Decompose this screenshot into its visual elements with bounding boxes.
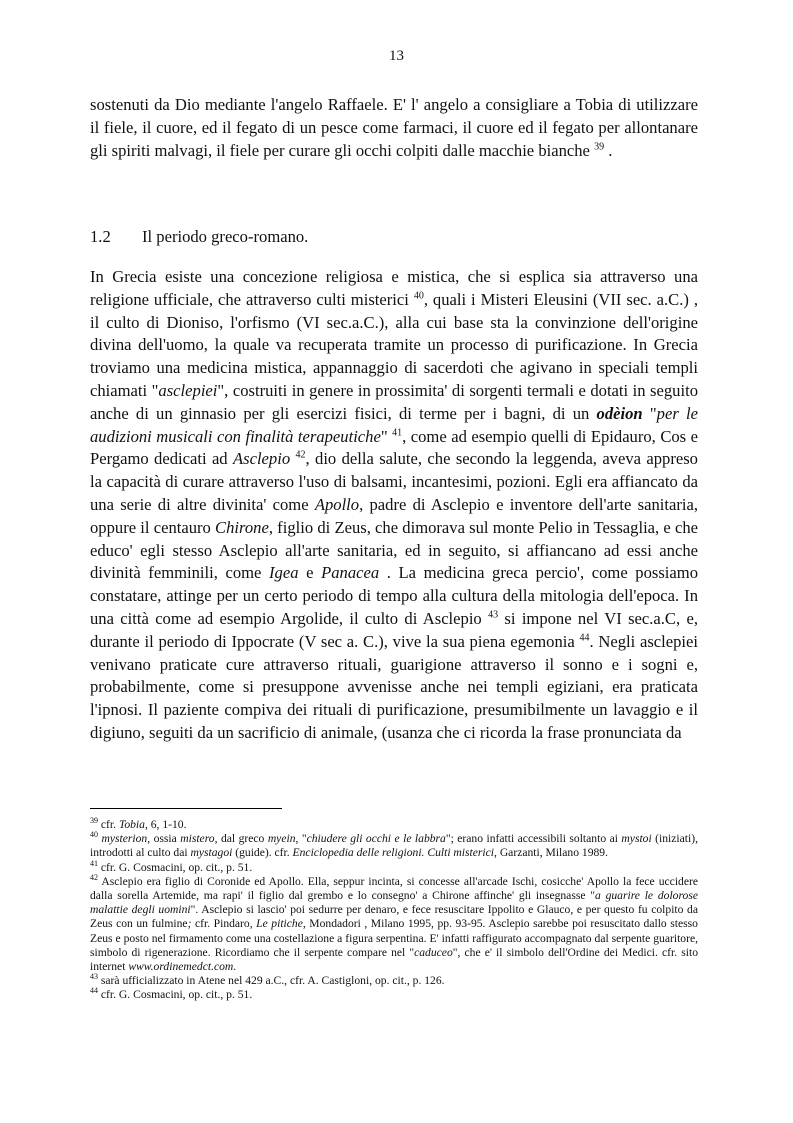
footnote-40: $^{40}$ mysterion, ossia mistero, dal greco myein, "chiudere gli occhi e le labbra"; erano infatti accessibili soltanto ai mystoi (iniziati), introdotti al culto dai mystagoi (guide). cfr. Enciclopedia delle religioni. Culti misterici, Garzanti, Milano 1989. [90,830,698,860]
footnote-ref-44[interactable]: 44 [579,632,590,644]
paragraph-tobia: sostenuti da Dio mediante l'angelo Raffaele. E' l' angelo a consigliare a Tobia di utilizzare il fiele, il cuore, ed il fegato di un pesce come farmaci, il cuore ed il fegato per allontanare gli spiriti malvagi, il fiele per curare gli occhi colpiti dalle macchie bianche $^{39}$ . [90,95,698,160]
footnote-41: $^{41}$ cfr. G. Cosmacini, op. cit., p. 51. [90,858,253,874]
footnote-43: $^{43}$ sarà ufficializzato in Atene nel 429 a.C., cfr. A. Castigloni, op. cit., p. 126. [90,972,445,988]
website-link[interactable]: www.ordinemedct.com [128,960,234,974]
footnote-ref-43[interactable]: 43 [488,609,499,621]
page-number: 13 [389,48,404,64]
footnote-separator [90,808,282,809]
paragraph-greco-romano: In Grecia esiste una concezione religiosa e mistica, che si esplica sia attraverso una religione ufficiale, che attraverso culti misterici $^{40}$, quali i Misteri Eleusini (VII sec. a.C.) , il culto di Dioniso, l'orfismo (VI sec.a.C.), alla cui base sta la convinzione dell'origine divina dell'uomo, la quale va recuperata tramite un processo di purificazione. In Grecia troviamo una medicina mistica, appannaggio di sacerdoti che agivano in speciali templi chiamati "asclepiei", costruiti in genere in prossimita' di sorgenti termali e dotati in seguito anche di un ginnasio per gli esercizi fisici, di terme per i bagni, di un odèion "per le audizioni musicali con finalità terapeutiche" $^{41}$, come ad esempio quelli di Epidauro, Cos e Pergamo dedicati ad Asclepio $^{42}$, dio della salute, che secondo la leggenda, aveva appreso la capacità di curare attraverso l'uso di balsami, incantesimi, pozioni. Egli era affiancato da una serie di altre divinita' come Apollo, padre di Asclepio e inventore dell'arte sanitaria, oppure il centauro Chirone, figlio di Zeus, che dimorava sul monte Pelio in Tessaglia, e che educo' egli stesso Asclepio all'arte sanitaria, ed in seguito, si affiancano ad essi anche divinità femminili, come Igea e Panacea . La medicina greca percio', come possiamo constatare, attinge per un certo periodo di tempo alla cultura della mitologia dell'epoca. In una città come ad esempio Argolide, il culto di Asclepio $^{43}$ si impone nel VI sec.a.C, e, durante il periodo di Ippocrate (V sec a. C.), vive la sua piena egemonia $^{44}$. Negli asclepiei venivano praticate cure attraverso rituali, guarigione attraverso il sonno e i sogni e, probabilmente, come si presuppone avvenisse anche nei templi egiziani, era praticata l'ipnosi. Il paziente compiva dei rituali di purificazione, presumibilmente un lavaggio e il digiuno, seguiti da un sacrificio di animale, (usanza che ci ricorda la frase pronunciata da [90,267,699,742]
section-number: 1.2 [90,227,111,246]
footnote-39: $^{39}$ cfr. Tobia, 6, 1-10. [90,816,187,831]
section-title: Il periodo greco-romano. [142,227,309,246]
footnote-ref-42[interactable]: 42 [295,449,306,461]
footnote-ref-39[interactable]: 39 [594,141,605,153]
section-heading [90,227,308,247]
footnote-44: $^{44}$ cfr. G. Cosmacini, op. cit., p. 51. [90,986,253,1002]
footnote-42: $^{42}$ Asclepio era figlio di Coronide ed Apollo. Ella, seppur incinta, si concesse all'arcade Ischi, cosicche' Apollo la fece uccidere dalla sorella Artemide, ma rapi' il figlio dal grembo e lo consegno' a Chirone affinche' gli insegnasse "a guarire le dolorose malattie degli uomini". Asclepio si lascio' poi sedurre per denaro, e fece resuscitare Ippolito e Glauco, e per questo fu colpito da Zeus con un fulmine; cfr. Pindaro, Le pitiche, Mondadori , Milano 1995, pp. 93-95. Asclepio sarebbe poi resuscitato dallo stesso Zeus e posto nel firmamento come una costellazione a figura serpentina. E' infatti raffigurato accompagnato dal serpente guaritore, simbolo di rigenerazione. Ricordiamo che il serpente compare nel "caduceo", che e' il simbolo dell'Ordine dei Medici. cfr. sito internet www.ordinemedct.com. [90,872,699,974]
footnotes [90,818,698,1003]
footnote-ref-40[interactable]: 40 [413,290,424,302]
footnote-ref-41[interactable]: 41 [392,427,403,439]
